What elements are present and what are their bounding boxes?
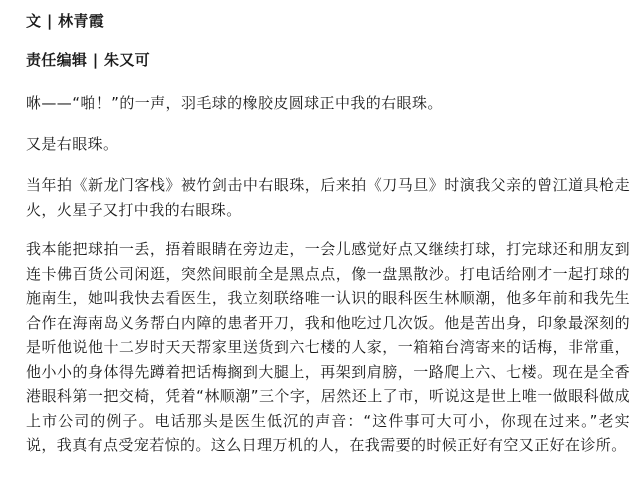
author-line: 文 | 林青霞 — [26, 12, 105, 30]
paragraph-1: 咻——“啪！”的一声，羽毛球的橡胶皮圆球正中我的右眼珠。 — [26, 94, 443, 112]
editor-line: 责任编辑 | 朱又可 — [26, 51, 150, 69]
paragraph-2: 又是右眼珠。 — [26, 135, 119, 153]
paragraph-3: 当年拍《新龙门客栈》被竹剑击中右眼珠，后来拍《刀马旦》时演我父亲的曾江道具枪走火，火星子又打中我的右眼珠。 — [26, 176, 630, 219]
paragraph-4: 我本能把球拍一丢，捂着眼睛在旁边走，一会儿感觉好点又继续打球，打完球还和朋友到连卡佛百货公司闲逛，突然间眼前全是黑点点，像一盘黑散沙。打电话给刚才一起打球的施南生，她叫我快去看医生，我立刻联络唯一认识的眼科医生林顺潮，他多年前和我先生合作在海南岛义务帮白内障的患者开刀，我和他吃过几次饭。他是苦出身，印象最深刻的是听他说他十二岁时天天帮家里送货到六七楼的人家，一箱箱台湾寄来的话梅，非常重，他小小的身体得先蹲着把话梅搁到大腿上，再架到肩膀，一路爬上六、七楼。现在是全香港眼科第一把交椅，凭着“林顺潮”三个字，居然还上了市，听说这是世上唯一做眼科做成上市公司的例子。电话那头是医生低沉的声音：“这件事可大可小，你现在过来。”老实说，我真有点受宠若惊的。这么日理万机的人，在我需要的时候正好有空又正好在诊所。 — [26, 240, 630, 454]
